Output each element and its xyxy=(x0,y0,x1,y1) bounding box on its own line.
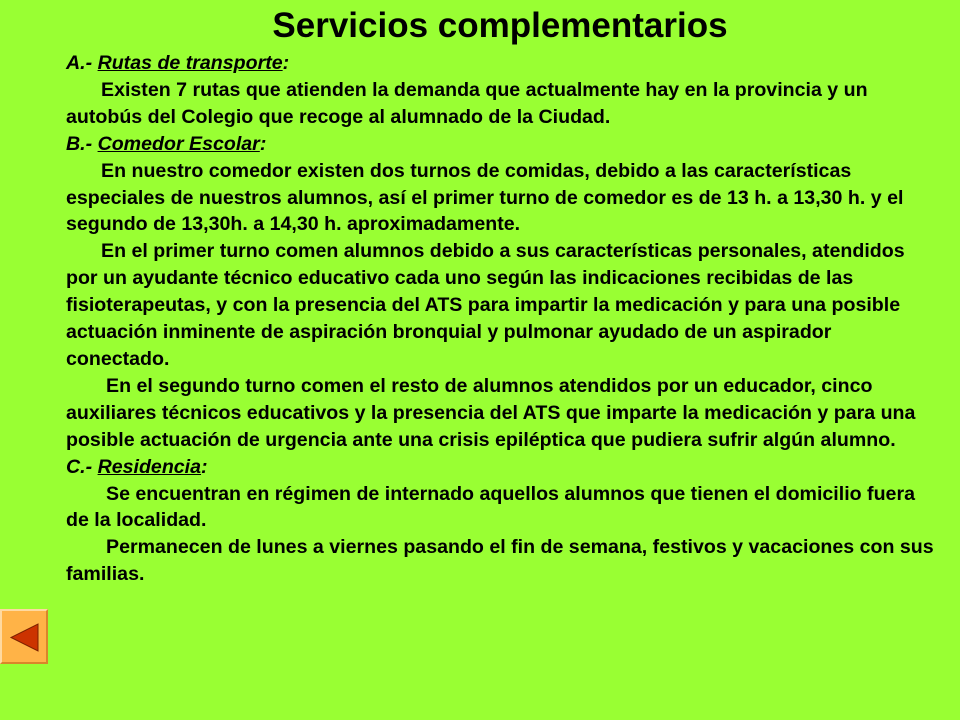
section-heading-c xyxy=(66,454,936,481)
paragraph: Existen 7 rutas que atienden la demanda que actualmente hay en la provincia y un autobús del Colegio que recoge al alumnado de la Ciudad. xyxy=(66,78,868,128)
back-button[interactable] xyxy=(0,609,48,664)
section-suffix: : xyxy=(259,132,267,155)
slide-title: Servicios complementarios xyxy=(272,6,728,45)
paragraph: En el segundo turno comen el resto de alumnos atendidos por un educador, cinco auxiliares técnicos educativos y la presencia del ATS que imparte la medicación y para una posible actuación de urgencia ante una crisis epiléptica que pudiera sufrir algún alumno. xyxy=(66,374,916,451)
section-prefix: B.- xyxy=(66,132,98,155)
paragraph: En el primer turno comen alumnos debido a sus características personales, atendidos por un ayudante técnico educativo cada uno según las indicaciones recibidas de las fisioterapeutas, y con la presencia del ATS para impartir la medicación y para una posible actuación inminente de aspiración bronquial y pulmonar ayudado de un aspirador conectado. xyxy=(66,240,905,370)
section-suffix: : xyxy=(282,52,290,74)
section-heading-a xyxy=(66,50,936,77)
section-prefix: C.- xyxy=(66,455,98,478)
back-arrow-icon xyxy=(9,622,40,653)
section-title: Comedor Escolar xyxy=(97,132,260,155)
section-prefix: A.- xyxy=(66,52,98,74)
section-title: Residencia xyxy=(97,455,202,478)
section-title: Rutas de transporte xyxy=(97,52,283,74)
paragraph: Permanecen de lunes a viernes pasando el fin de semana, festivos y vacaciones con sus familias. xyxy=(66,536,934,586)
paragraph: En nuestro comedor existen dos turnos de comidas, debido a las características especiales de nuestros alumnos, así el primer turno de comedor es de 13 h. a 13,30 h. y el segundo de 13,30h. a 14,30 h. aproximadamente. xyxy=(66,159,904,236)
section-suffix: : xyxy=(201,455,208,478)
section-heading-b xyxy=(66,131,936,158)
paragraph: Se encuentran en régimen de internado aquellos alumnos que tienen el domicilio fuera de la localidad. xyxy=(66,482,915,532)
slide-content xyxy=(66,50,936,588)
